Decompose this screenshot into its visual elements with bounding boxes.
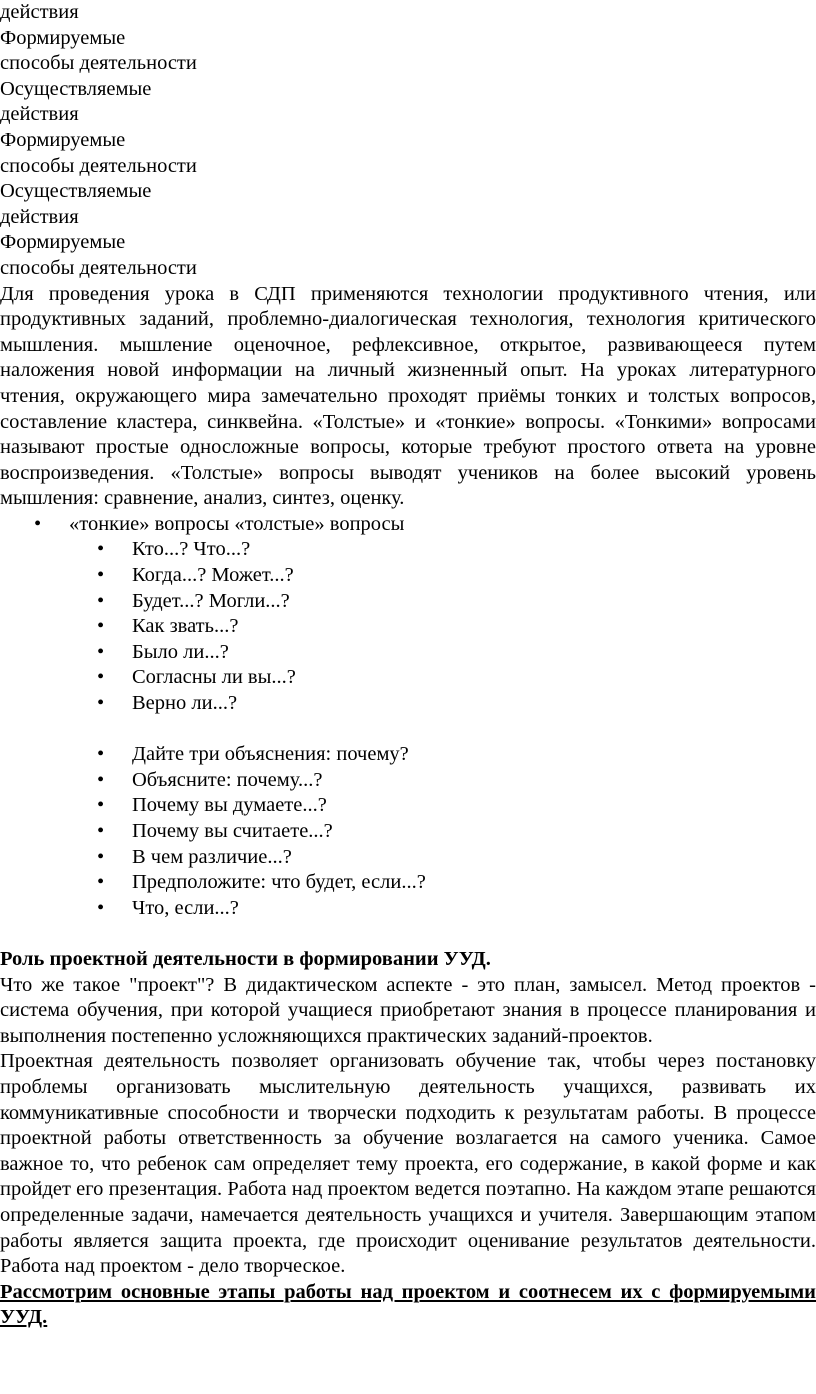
list-item	[0, 870, 816, 896]
questions-header: «тонкие» вопросы «толстые» вопросы	[69, 512, 405, 535]
list-item-text: Когда...? Может...?	[132, 564, 294, 587]
text-line: Формируемые	[0, 231, 126, 254]
list-item	[0, 742, 816, 768]
list-item	[0, 614, 816, 640]
list-item-text: Было ли...?	[132, 640, 229, 663]
blank-line	[0, 921, 816, 947]
text-line: способы деятельности	[0, 154, 197, 177]
bullet-icon: •	[97, 666, 105, 689]
bullet-icon: •	[97, 820, 105, 842]
text-line: Осуществляемые	[0, 180, 152, 203]
questions-list	[0, 512, 816, 538]
intro-paragraph: Для проведения урока в СДП применяются технологии продуктивного чтения, или продуктивных заданий, проблемно-диалогическая технология, технология критического мышления. мышление оценочное, рефлексивное, открытое, развивающееся путем наложения новой информации на личный жизненный опыт. На уроках литературного чтения, окружающего мира замечательно проходят приёмы тонких и толстых вопросов, составление кластера, синквейна. «Толстые» и «тонкие» вопросы. «Тонкими» вопросами называют простые односложные вопросы, которые требуют простого ответа на уровне воспроизведения. «Толстые» вопросы выводят учеников на более высокий уровень мышления: сравнение, анализ, синтез, оценку.	[0, 282, 816, 510]
top-lines	[0, 0, 816, 282]
list-item-text: Почему вы считаете...?	[132, 820, 333, 842]
blank-line	[0, 717, 816, 743]
list-item	[0, 793, 816, 819]
bullet-icon: •	[97, 640, 105, 663]
bullet-icon: •	[97, 743, 105, 766]
list-item-text: Дайте три объяснения: почему?	[132, 743, 409, 766]
thick-questions-list	[0, 742, 816, 921]
list-item-text: Согласны ли вы...?	[132, 666, 296, 689]
text-line: способы деятельности	[0, 52, 197, 75]
bullet-icon: •	[97, 845, 105, 868]
project-paragraph: Что же такое "проект"? В дидактическом аспекте - это план, замысел. Метод проектов - система обучения, при которой учащиеся приобретают знания в процессе планирования и выполнения постепенно усложняющихся практических заданий-проектов.	[0, 973, 816, 1047]
list-item	[0, 665, 816, 691]
bullet-icon: •	[97, 896, 105, 919]
list-item-text: Как звать...?	[132, 615, 239, 638]
bullet-icon: •	[97, 589, 105, 612]
list-item	[0, 589, 816, 615]
closing-heading: Рассмотрим основные этапы работы над проектом и соотнесем их с формируемыми УУД.	[0, 1280, 816, 1329]
list-item	[0, 768, 816, 794]
bullet-icon: •	[97, 538, 105, 561]
bullet-icon: •	[34, 512, 42, 535]
list-item	[0, 537, 816, 563]
text-line: способы деятельности	[0, 256, 197, 279]
bullet-icon: •	[97, 692, 105, 715]
list-item-text: В чем различие...?	[132, 845, 292, 868]
bullet-icon: •	[97, 768, 105, 791]
text-line: Формируемые	[0, 26, 126, 49]
text-line: действия	[0, 1, 79, 23]
bullet-icon: •	[97, 564, 105, 587]
list-item	[0, 845, 816, 871]
list-item	[0, 819, 816, 845]
list-item	[0, 512, 816, 538]
thin-questions-list	[0, 537, 816, 716]
list-item-text: Что, если...?	[132, 896, 239, 919]
bullet-icon: •	[97, 615, 105, 638]
bullet-icon: •	[97, 794, 105, 817]
list-item-text: Верно ли...?	[132, 692, 238, 715]
bullet-icon: •	[97, 871, 105, 894]
project-paragraph: Проектная деятельность позволяет организовать обучение так, чтобы через постановку проблемы организовать мыслительную деятельность учащихся, развивать их коммуникативные способности и творчески подходить к результатам работы. В процессе проектной работы ответственность за обучение возлагается на самого ученика. Самое важное то, что ребенок сам определяет тему проекта, его содержание, в какой форме и как пройдет его презентация. Работа над проектом ведется поэтапно. На каждом этапе решаются определенные задачи, намечается деятельность учащихся и учителя. Завершающим этапом работы является защита проекта, где происходит оценивание результатов деятельности. Работа над проектом - дело творческое.	[0, 1050, 816, 1278]
text-line: действия	[0, 103, 79, 126]
list-item	[0, 896, 816, 922]
list-item-text: Будет...? Могли...?	[132, 589, 290, 612]
text-line: Осуществляемые	[0, 77, 152, 100]
list-item	[0, 563, 816, 589]
list-item	[0, 640, 816, 666]
list-item-text: Предположите: что будет, если...?	[132, 871, 426, 894]
text-line: действия	[0, 205, 79, 228]
section-heading: Роль проектной деятельности в формировании УУД.	[0, 947, 491, 970]
text-line: Формируемые	[0, 128, 126, 151]
list-item-text: Кто...? Что...?	[132, 538, 251, 561]
list-item-text: Объясните: почему...?	[132, 768, 323, 791]
list-item-text: Почему вы думаете...?	[132, 794, 327, 817]
list-item	[0, 691, 816, 717]
